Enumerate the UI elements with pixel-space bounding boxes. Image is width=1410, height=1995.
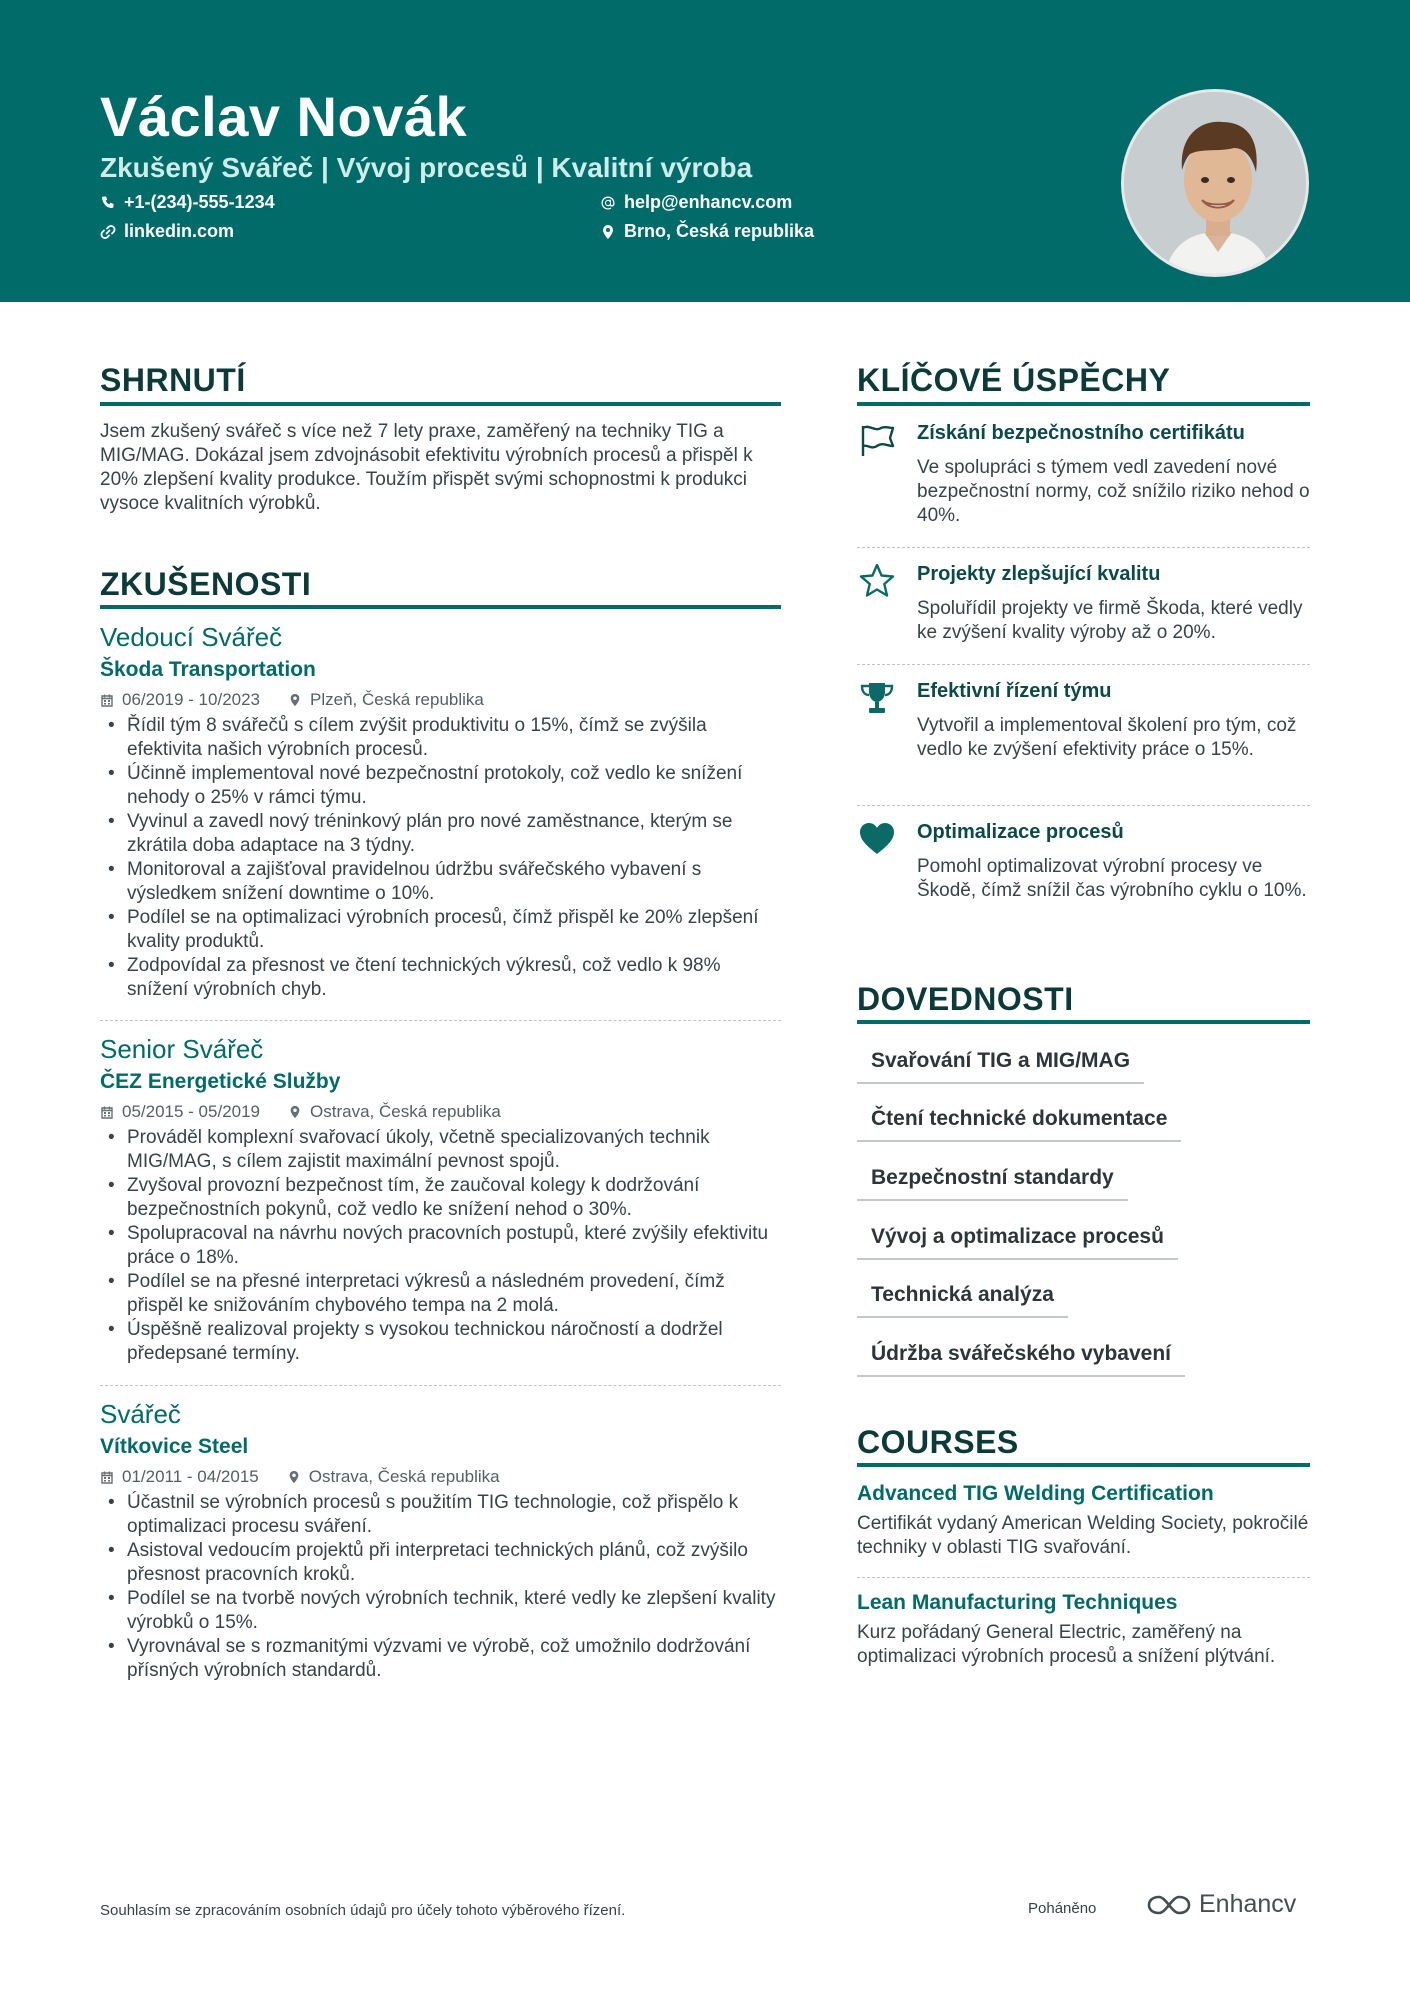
bullet-item: • Řídil tým 8 svářečů s cílem zvýšit produktivitu o 15%, čímž se zvýšila efektivita našich výrobních procesů. — [100, 714, 780, 762]
summary-text: Jsem zkušený svářeč s více než 7 lety praxe, zaměřený na techniky TIG a MIG/MAG. Dokázal jsem zdvojnásobit efektivitu výrobních procesů a přispěl k 20% zlepšení kvality produkce. Toužím přispět svými schopnostmi k produkci vysoce kvalitních výrobků. — [100, 421, 753, 514]
bullet-item: • Účastnil se výrobních procesů s použitím TIG technologie, což přispělo k optimalizaci procesu sváření. — [100, 1491, 780, 1539]
enhancv-logo-icon — [1147, 1893, 1191, 1917]
job-bullets — [100, 1491, 780, 1683]
skill-tag: Svařování TIG a MIG/MAG — [857, 1044, 1144, 1084]
job-company[interactable]: Vítkovice Steel — [100, 1435, 249, 1458]
job-title: Vedoucí Svářeč — [100, 622, 283, 652]
phone-icon — [100, 195, 116, 211]
job-location: Plzeň, Česká republika — [310, 690, 484, 709]
achievement-title: Efektivní řízení týmu — [917, 680, 1112, 702]
achievement-desc: Vytvořil a implementoval školení pro tým, což vedlo ke zvýšení efektivity práce o 15%. — [917, 715, 1297, 760]
job-company[interactable]: Škoda Transportation — [100, 658, 316, 681]
contact-email[interactable] — [600, 192, 792, 213]
job-divider — [100, 1020, 781, 1021]
email-text: help@enhancv.com — [624, 192, 793, 212]
bullet-item: • Podílel se na tvorbě nových výrobních technik, které vedly ke zlepšení kvality výrobků o 15%. — [100, 1587, 780, 1635]
bullet-item: • Vyrovnával se s rozmanitými výzvami ve výrobě, což umožnilo dodržování přísných výrobních standardů. — [100, 1635, 780, 1683]
course-desc: Certifikát vydaný American Welding Society, pokročilé techniky v oblasti TIG svařování. — [857, 1513, 1309, 1558]
course-title: Lean Manufacturing Techniques — [857, 1591, 1178, 1614]
resume-header — [0, 0, 1410, 302]
bullet-item: • Vyvinul a zavedl nový tréninkový plán pro nové zaměstnance, kterým se zkrátila doba adaptace na 3 týdny. — [100, 810, 780, 858]
bullet-item: • Zvyšoval provozní bezpečnost tím, že zaučoval kolegy k dodržování bezpečnostních pokynů, což vedlo ke snížení nehod o 30%. — [100, 1174, 780, 1222]
profile-photo — [1121, 89, 1309, 277]
bullet-item: • Zodpovídal za přesnost ve čtení technických výkresů, což vedlo k 98% snížení výrobních chyb. — [100, 954, 780, 1002]
job-entry — [100, 1032, 780, 1366]
brand-name: Enhancv — [1199, 1890, 1297, 1918]
bullet-item: • Monitoroval a zajišťoval pravidelnou údržbu svářečského vybavení s výsledkem snížení downtime o 10%. — [100, 858, 780, 906]
job-title: Svářeč — [100, 1399, 181, 1429]
achievement-divider — [857, 547, 1310, 548]
avatar-illustration — [1124, 92, 1309, 277]
bullet-item: • Prováděl komplexní svařovací úkoly, včetně specializovaných technik MIG/MAG, s cílem zajistit maximální pevnost spojů. — [100, 1126, 780, 1174]
heart-icon — [857, 819, 897, 859]
course-item — [857, 1589, 1310, 1669]
flag-icon — [857, 420, 897, 460]
job-location: Ostrava, Česká republika — [308, 1467, 500, 1486]
section-rule-achievements — [857, 402, 1310, 406]
job-meta — [100, 1465, 780, 1489]
candidate-headline: Zkušený Svářeč | Vývoj procesů | Kvalitní výroba — [100, 152, 753, 183]
achievement-divider — [857, 805, 1310, 806]
skill-tag: Údržba svářečského vybavení — [857, 1337, 1185, 1377]
achievement-title: Získání bezpečnostního certifikátu — [917, 422, 1245, 444]
job-meta — [100, 688, 780, 712]
star-icon — [857, 561, 897, 601]
section-title-skills: DOVEDNOSTI — [857, 981, 1074, 1017]
course-divider — [857, 1577, 1310, 1578]
job-title: Senior Svářeč — [100, 1034, 264, 1064]
achievement-desc: Ve spolupráci s týmem vedl zavedení nové bezpečnostní normy, což snížilo riziko nehod o 40%. — [917, 457, 1310, 526]
at-icon — [600, 195, 616, 211]
course-title: Advanced TIG Welding Certification — [857, 1482, 1214, 1505]
bullet-item: • Podílel se na přesné interpretaci výkresů a následném provedení, čímž přispěl ke snižováním chybového tempa na 2 molá. — [100, 1270, 780, 1318]
bullet-item: • Podílel se na optimalizaci výrobních procesů, čímž přispěl ke 20% zlepšení kvality produktů. — [100, 906, 780, 954]
section-rule-summary — [100, 402, 781, 406]
section-rule-experience — [100, 605, 781, 609]
linkedin-text: linkedin.com — [124, 221, 235, 241]
phone-text: +1-(234)-555-1234 — [124, 192, 275, 212]
skill-tag: Bezpečnostní standardy — [857, 1161, 1128, 1201]
job-dates: 05/2015 - 05/2019 — [122, 1102, 261, 1121]
achievement-item — [857, 561, 1310, 661]
section-title-courses: COURSES — [857, 1424, 1019, 1460]
trophy-icon — [857, 678, 897, 718]
section-rule-skills — [857, 1020, 1310, 1024]
location-pin-icon — [600, 224, 616, 240]
job-company[interactable]: ČEZ Energetické Služby — [100, 1070, 341, 1093]
section-title-summary: SHRNUTÍ — [100, 362, 246, 398]
link-icon — [100, 224, 116, 240]
calendar-icon — [100, 1105, 114, 1119]
contact-phone[interactable] — [100, 192, 275, 213]
bullet-item: • Úspěšně realizoval projekty s vysokou technickou náročností a dodržel předepsané termíny. — [100, 1318, 780, 1366]
section-title-achievements: KLÍČOVÉ ÚSPĚCHY — [857, 362, 1171, 398]
job-bullets — [100, 1126, 780, 1366]
bullet-item: • Účinně implementoval nové bezpečnostní protokoly, což vedlo ke snížení nehody o 25% v rámci týmu. — [100, 762, 780, 810]
job-meta — [100, 1100, 780, 1124]
job-location: Ostrava, Česká republika — [310, 1102, 501, 1121]
job-dates: 06/2019 - 10/2023 — [122, 690, 261, 709]
job-divider — [100, 1385, 781, 1386]
contact-linkedin[interactable] — [100, 221, 234, 242]
achievement-item — [857, 819, 1310, 939]
bullet-item: • Spolupracoval na návrhu nových pracovních postupů, které zvýšily efektivitu práce o 18%. — [100, 1222, 780, 1270]
powered-by-label: Poháněno — [1028, 1900, 1097, 1917]
contact-location — [600, 221, 814, 242]
achievement-title: Projekty zlepšující kvalitu — [917, 563, 1161, 585]
achievement-title: Optimalizace procesů — [917, 821, 1124, 843]
location-pin-icon — [288, 693, 302, 707]
job-entry — [100, 1397, 780, 1683]
consent-note: Souhlasím se zpracováním osobních údajů pro účely tohoto výběrového řízení. — [100, 1902, 626, 1919]
job-bullets — [100, 714, 780, 1002]
candidate-name: Václav Novák — [100, 85, 468, 148]
calendar-icon — [100, 1470, 114, 1484]
bullet-item: • Asistoval vedoucím projektů při interpretaci technických plánů, což zvýšilo přesnost pracovních kroků. — [100, 1539, 780, 1587]
job-entry — [100, 620, 780, 1002]
section-title-experience: ZKUŠENOSTI — [100, 566, 312, 602]
calendar-icon — [100, 693, 114, 707]
section-rule-courses — [857, 1463, 1310, 1467]
course-desc: Kurz pořádaný General Electric, zaměřený na optimalizaci výrobních procesů a snížení plýtvání. — [857, 1622, 1276, 1667]
location-pin-icon — [288, 1105, 302, 1119]
job-dates: 01/2011 - 04/2015 — [122, 1467, 259, 1486]
achievement-desc: Pomohl optimalizovat výrobní procesy ve Škodě, čímž snížil čas výrobního cyklu o 10%. — [917, 856, 1307, 901]
achievement-item — [857, 678, 1310, 798]
location-text: Brno, Česká republika — [624, 221, 815, 241]
location-pin-icon — [287, 1470, 301, 1484]
course-item — [857, 1480, 1310, 1560]
skill-tag: Čtení technické dokumentace — [857, 1102, 1181, 1142]
enhancv-logo[interactable] — [1147, 1890, 1296, 1919]
skill-tag: Technická analýza — [857, 1278, 1068, 1318]
skill-tag: Vývoj a optimalizace procesů — [857, 1220, 1178, 1260]
achievement-divider — [857, 664, 1310, 665]
achievement-item — [857, 420, 1310, 540]
achievement-desc: Spoluřídil projekty ve firmě Škoda, které vedly ke zvýšení kvality výroby až o 20%. — [917, 598, 1303, 643]
